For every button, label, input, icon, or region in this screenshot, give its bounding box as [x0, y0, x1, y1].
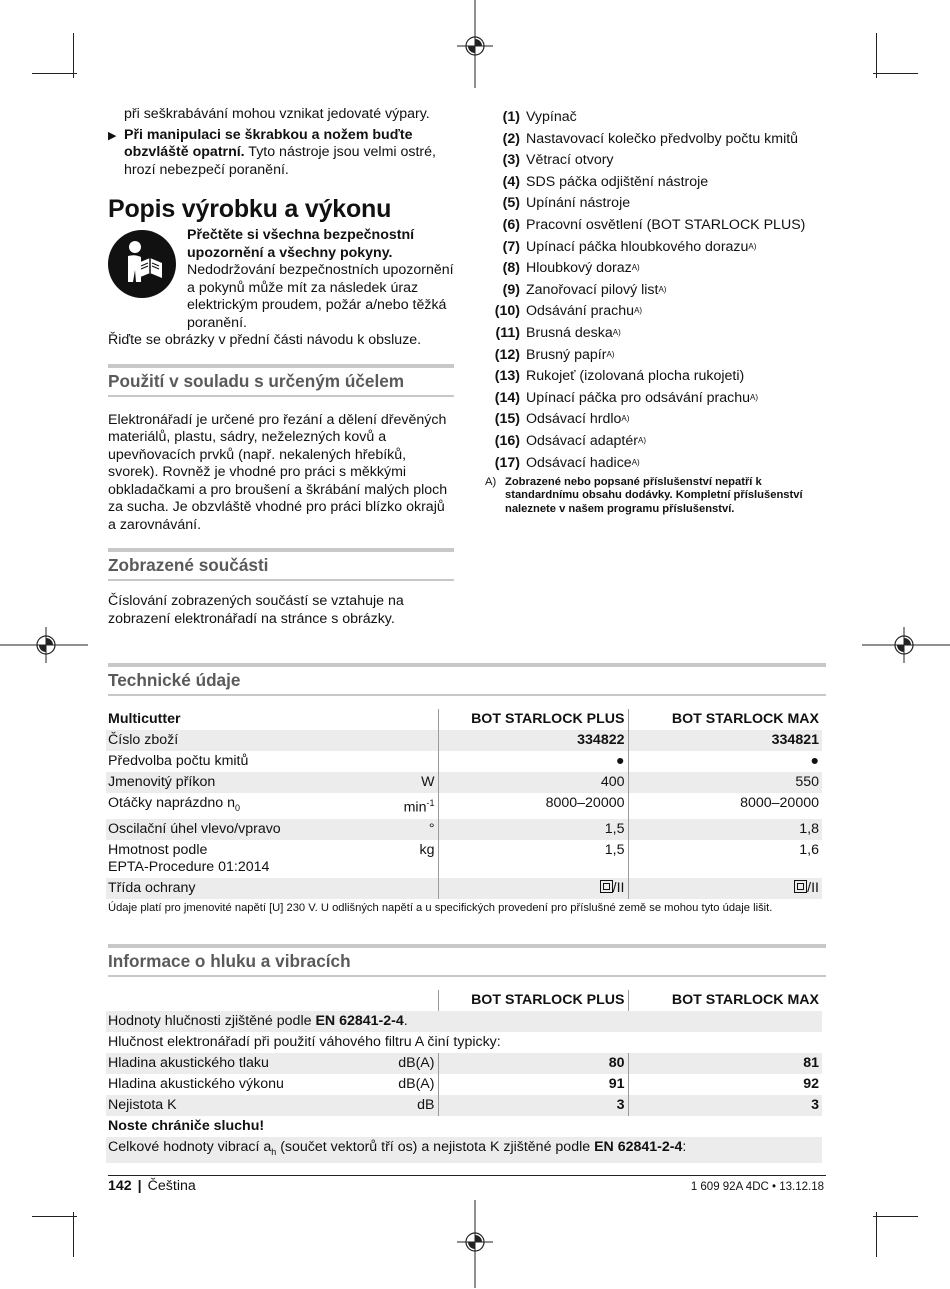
- list-item-label: Upínání nástroje: [526, 195, 631, 212]
- list-item: [485, 455, 835, 473]
- footnote-mark: A): [485, 476, 497, 489]
- list-item-number: (7): [502, 238, 520, 255]
- list-item: [485, 390, 835, 408]
- table-header-col1: BOT STARLOCK PLUS: [438, 709, 628, 730]
- crop-mark: [73, 33, 74, 78]
- table-header-col2: BOT STARLOCK MAX: [671, 992, 819, 1008]
- footnote-ref: A): [750, 392, 758, 402]
- list-item-label: Upínací páčka pro odsávání prachu: [526, 389, 750, 406]
- registration-mark-icon: [0, 625, 90, 665]
- table-header-row: [106, 990, 822, 1011]
- table-row: Nejistota K dB 3 3: [106, 1095, 822, 1116]
- list-item-number: (1): [502, 109, 520, 125]
- footnote-ref: A): [612, 327, 621, 337]
- footnote-ref: A): [631, 263, 640, 273]
- read-instructions-block: [108, 227, 454, 332]
- section-noise: [108, 944, 826, 977]
- footnote-ref: A): [748, 241, 757, 251]
- tech-table: [106, 709, 822, 899]
- crop-mark: [32, 1216, 77, 1217]
- footnote-text: Zobrazené nebo popsané příslušenství nepatří k standardnímu obsahu dodávky. Kompletní příslušenství naleznete v našem programu příslušenství.: [505, 476, 803, 515]
- list-item: [485, 325, 835, 343]
- list-item-label: Hloubkový doraz: [526, 260, 632, 277]
- section-title: Použití v souladu s určeným účelem: [108, 370, 405, 391]
- section-title: Technické údaje: [108, 670, 241, 690]
- list-item-number: (4): [502, 173, 520, 190]
- list-item-label: Pracovní osvětlení (BOT STARLOCK PLUS): [526, 216, 806, 233]
- registration-mark-icon: [860, 625, 950, 665]
- section-rule: [108, 975, 826, 977]
- table-row: Předvolba počtu kmitů ● ●: [106, 751, 822, 772]
- protection-class-icon: [794, 880, 807, 893]
- footnote-ref: A): [638, 435, 646, 445]
- footnote-ref: A): [621, 414, 630, 424]
- footer-rule: [108, 1175, 826, 1176]
- list-item-label: Brusná deska: [526, 324, 613, 341]
- table-row: Celkové hodnoty vibrací $a_h$ (součet vektorů tří os) a nejistota K zjištěné podle EN 62841-2-4:: [106, 1137, 822, 1163]
- page-number: 142: [108, 1178, 132, 1194]
- list-item-number: (14): [494, 389, 520, 406]
- list-item: [485, 433, 835, 451]
- page-heading: Popis výrobku a výkonu: [108, 195, 392, 223]
- table-header-col2: BOT STARLOCK MAX: [671, 711, 819, 727]
- warning-bold-text: Přečtěte si všechna bezpečnostní upozornění a všechny pokyny.: [187, 227, 415, 261]
- footnote-ref: A): [634, 306, 643, 316]
- list-item: [485, 368, 835, 386]
- list-item-label: Větrací otvory: [526, 152, 614, 169]
- list-item-number: (3): [502, 152, 520, 169]
- list-item-label: Nastavovací kolečko předvolby počtu kmitů: [526, 130, 799, 147]
- list-item-label: Vypínač: [526, 109, 577, 125]
- list-item-number: (10): [494, 303, 520, 320]
- list-item: [485, 152, 835, 170]
- read-manual-icon: [108, 230, 176, 298]
- list-item-label: Zanořovací pilový list: [526, 281, 659, 298]
- list-item-number: (8): [502, 260, 520, 277]
- list-item-label: Odsávání prachu: [526, 303, 635, 320]
- intended-use-text: Elektronářadí je určené pro řezání a dělení dřevěných materiálů, plastu, sádry, neželezných kovů a upevňovacích prvků (např. nekalených hřebíků, svorek). Rovněž je vhodné pro práci s měkkými obkladačkami a pro broušení a škrábání malých ploch za sucha. Je obzvláště vhodné pro práci blízko okrajů a zarovnávání.: [108, 411, 448, 533]
- crop-mark: [873, 1216, 918, 1217]
- intro-text: při seškrabávání mohou vznikat jedovaté výpary.: [124, 106, 430, 122]
- table-row: Hladina akustického výkonu dB(A) 91 92: [106, 1074, 822, 1095]
- table-row: Oscilační úhel vlevo/vpravo ° 1,5 1,8: [106, 819, 822, 840]
- list-item: [485, 131, 835, 149]
- list-item-number: (15): [494, 411, 520, 428]
- footnote-ref: A): [658, 284, 667, 294]
- registration-mark-icon: [455, 1200, 495, 1289]
- components-list: [485, 109, 835, 516]
- table-row: Hladina akustického tlaku dB(A) 80 81: [106, 1053, 822, 1074]
- list-item-label: Odsávací hrdlo: [526, 411, 622, 428]
- list-item: [485, 347, 835, 365]
- footer-code: 1 609 92A 4DC • 13.12.18: [690, 1181, 824, 1193]
- list-item-number: (12): [494, 346, 520, 363]
- list-item: [485, 174, 835, 192]
- list-item-number: (6): [502, 216, 520, 233]
- section-title: Informace o hluku a vibracích: [108, 951, 351, 971]
- table-row: Číslo zboží 334822 334821: [106, 730, 822, 751]
- footer-language: Čeština: [147, 1178, 196, 1194]
- section-components: [108, 548, 454, 581]
- refer-text: Řiďte se obrázky v přední části návodu k obsluze.: [108, 332, 422, 348]
- warning-bullet: [108, 127, 454, 180]
- bullet-arrow-icon: ▶: [108, 129, 117, 142]
- components-text: Číslování zobrazených součástí se vztahuje na zobrazení elektronářadí na stránce s obrázky.: [108, 593, 404, 627]
- list-item: [485, 303, 835, 321]
- bullet-bold-text: Při manipulaci se škrabkou a nožem buďte obzvláště opatrní.: [124, 126, 413, 160]
- left-column: [108, 106, 454, 628]
- footer-left: 142 | Čeština: [108, 1178, 196, 1194]
- crop-mark: [873, 73, 918, 74]
- table-row: Jmenovitý příkon W 400 550: [106, 772, 822, 793]
- table-row: Třída ochrany /II /II: [106, 878, 822, 899]
- noise-table: [106, 990, 822, 1163]
- list-item-number: (16): [494, 432, 520, 449]
- list-item-number: (2): [502, 130, 520, 147]
- list-item-label: Odsávací adaptér: [526, 432, 638, 449]
- list-item-label: Brusný papír: [526, 346, 607, 363]
- list-item-label: Rukojeť (izolovaná plocha rukojeti): [526, 368, 745, 385]
- components-footnote: [485, 476, 835, 516]
- table-header-label: Multicutter: [108, 711, 181, 727]
- list-item-number: (9): [502, 281, 520, 298]
- crop-mark: [73, 1212, 74, 1257]
- warning-text: Nedodržování bezpečnostních upozornění a pokynů může mít za následek úraz elektrickým proudem, požár a/nebo těžká poranění.: [187, 262, 454, 331]
- list-item: [485, 411, 835, 429]
- registration-mark-icon: [455, 0, 495, 90]
- list-item: [485, 109, 835, 127]
- table-row: Noste chrániče sluchu!: [108, 1118, 265, 1134]
- list-item-number: (11): [495, 324, 520, 341]
- section-rule: [108, 395, 454, 397]
- section-rule: [108, 694, 826, 696]
- bullet-text: Tyto nástroje jsou velmi ostré, hrozí nebezpečí poranění.: [124, 144, 436, 178]
- table-header-col1: BOT STARLOCK PLUS: [438, 990, 628, 1011]
- crop-mark: [876, 33, 877, 78]
- list-item-label: SDS páčka odjištění nástroje: [526, 173, 709, 190]
- section-title: Zobrazené součásti: [108, 555, 269, 575]
- table-row: Hlučnost elektronářadí při použití váhového filtru A činí typicky:: [108, 1034, 501, 1050]
- list-item: [485, 195, 835, 213]
- table-row: Otáčky naprázdno $n_0$ $\min^{-1}$ 8000–20000 8000–20000: [106, 793, 822, 819]
- list-item-label: Upínací páčka hloubkového dorazu: [526, 238, 749, 255]
- section-tech-data: [108, 663, 826, 696]
- crop-mark: [876, 1212, 877, 1257]
- list-item-label: Odsávací hadice: [526, 454, 632, 471]
- section-intended-use: [108, 364, 454, 397]
- table-header-row: [106, 709, 822, 730]
- list-item: [485, 217, 835, 235]
- footnote-ref: A): [631, 457, 640, 467]
- crop-mark: [32, 73, 77, 74]
- table-row: Hmotnost podle EPTA-Procedure 01:2014 kg 1,5 1,6: [106, 840, 822, 878]
- footnote-ref: A): [606, 349, 615, 359]
- list-item: [485, 239, 835, 257]
- section-rule: [108, 579, 454, 581]
- protection-class-icon: [600, 880, 613, 893]
- list-item: [485, 282, 835, 300]
- list-item-number: (5): [502, 195, 520, 212]
- list-item-number: (13): [494, 368, 520, 385]
- table-row: Hodnoty hlučnosti zjištěné podle EN 62841-2-4.: [106, 1011, 822, 1032]
- list-item-number: (17): [494, 454, 520, 471]
- list-item: [485, 260, 835, 278]
- tech-note: Údaje platí pro jmenovité napětí [U] 230 V. U odlišných napětí a u specifických provedení pro příslušné země se mohou tyto údaje lišit.: [108, 902, 773, 914]
